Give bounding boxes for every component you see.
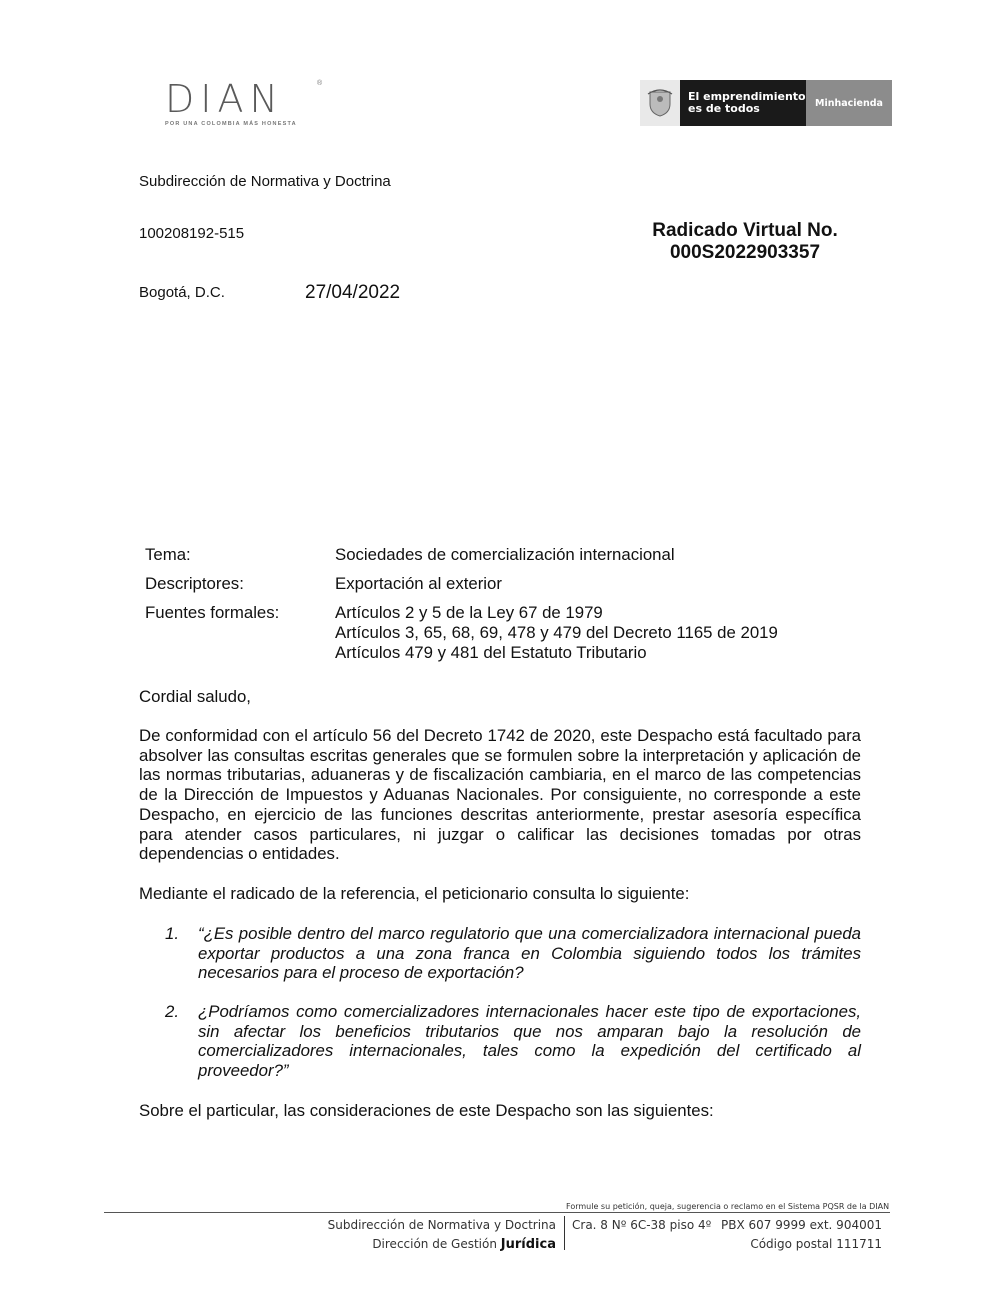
paragraph-consulta: Mediante el radicado de la referencia, el peticionario consulta lo siguiente:: [139, 884, 690, 903]
dian-logo: [165, 77, 325, 128]
footer-divider: [104, 1212, 890, 1213]
question-number: 1.: [165, 924, 179, 943]
fuentes-item: Artículos 2 y 5 de la Ley 67 de 1979: [335, 603, 603, 622]
radicado-number: 000S2022903357: [669, 242, 821, 263]
registered-mark-icon: ®: [317, 80, 323, 87]
paragraph-intro: De conformidad con el artículo 56 del Decreto 1742 de 2020, este Despacho está facultado para absolver las consultas escritas generales que se formulen sobre la interpretación y aplicación de las normas tributarias, aduaneras y de fiscalización cambiaria, en el marco de las competencias de la Dirección de Impuestos y Aduanas Nacionales. Por consiguiente, no corresponde a este Despacho, en ejercicio de las funciones descritas anteriormente, prestar asesoría específica para atender casos particulares, ni juzgar o calificar las decisiones tomadas por otras dependencias o entidades.: [139, 726, 861, 864]
footer-office-line2: [240, 1235, 556, 1254]
city: Bogotá, D.C.: [139, 284, 225, 301]
radicado-label: Radicado Virtual No.: [652, 220, 838, 241]
descriptores-label: Descriptores:: [145, 574, 244, 593]
fuentes-list: [335, 603, 875, 663]
dian-logo-text: DIAN: [165, 77, 284, 121]
paragraph-considerations: Sobre el particular, las consideraciones de este Despacho son las siguientes:: [139, 1101, 714, 1120]
footer-vertical-divider: [564, 1216, 565, 1250]
question-number: 2.: [165, 1002, 179, 1021]
reference-number: 100208192-515: [139, 225, 245, 242]
greeting: Cordial saludo,: [139, 687, 251, 706]
fuentes-item: Artículos 3, 65, 68, 69, 478 y 479 del Decreto 1165 de 2019: [335, 623, 778, 642]
footer-contact: [572, 1216, 882, 1254]
fuentes-label: Fuentes formales:: [145, 603, 280, 622]
radicado-block: [620, 220, 870, 264]
question-item: [165, 924, 861, 983]
question-text: ¿Podríamos como comercializadores internacionales hacer este tipo de exportaciones, sin afectar los beneficios tributarios que nos amparan bajo la resolución de comercializadores internacionales, tales como la expedición del certificado al proveedor?”: [198, 1002, 861, 1081]
office-name: Subdirección de Normativa y Doctrina: [139, 173, 391, 190]
pqsr-note: Formule su petición, queja, sugerencia o reclamo en el Sistema PQSR de la DIAN: [566, 1202, 890, 1211]
gov-slogan: [680, 80, 806, 126]
gov-slogan-line1: El emprendimiento: [688, 90, 806, 103]
footer-office: [240, 1216, 556, 1254]
footer-office-bold: Jurídica: [500, 1237, 556, 1252]
descriptores-value: Exportación al exterior: [335, 574, 502, 593]
footer-phone: PBX 607 9999 ext. 904001: [721, 1218, 882, 1232]
footer-office-line1: Subdirección de Normativa y Doctrina: [327, 1218, 556, 1232]
tema-label: Tema:: [145, 545, 191, 564]
gov-slogan-line2: es de todos: [688, 102, 760, 115]
question-item: [165, 1002, 861, 1081]
document-date: 27/04/2022: [305, 282, 401, 303]
question-text: “¿Es posible dentro del marco regulatorio que una comercializadora internacional pueda exportar productos a una zona franca en Colombia siguiendo todos los trámites necesarios para el proceso de exportación?: [198, 924, 861, 983]
footer-address: Cra. 8 Nº 6C-38 piso 4º: [572, 1218, 712, 1232]
dian-tagline: POR UNA COLOMBIA MÁS HONESTA: [165, 121, 297, 127]
ministry-label: Minhacienda: [806, 80, 892, 126]
tema-value: Sociedades de comercialización internacional: [335, 545, 675, 564]
minhacienda-logo: [640, 80, 892, 126]
footer-postal: Código postal 111711: [750, 1237, 882, 1251]
fuentes-item: Artículos 479 y 481 del Estatuto Tributario: [335, 643, 647, 662]
footer-office-prefix: Dirección de Gestión: [372, 1237, 497, 1251]
coat-of-arms-icon: [640, 80, 680, 126]
